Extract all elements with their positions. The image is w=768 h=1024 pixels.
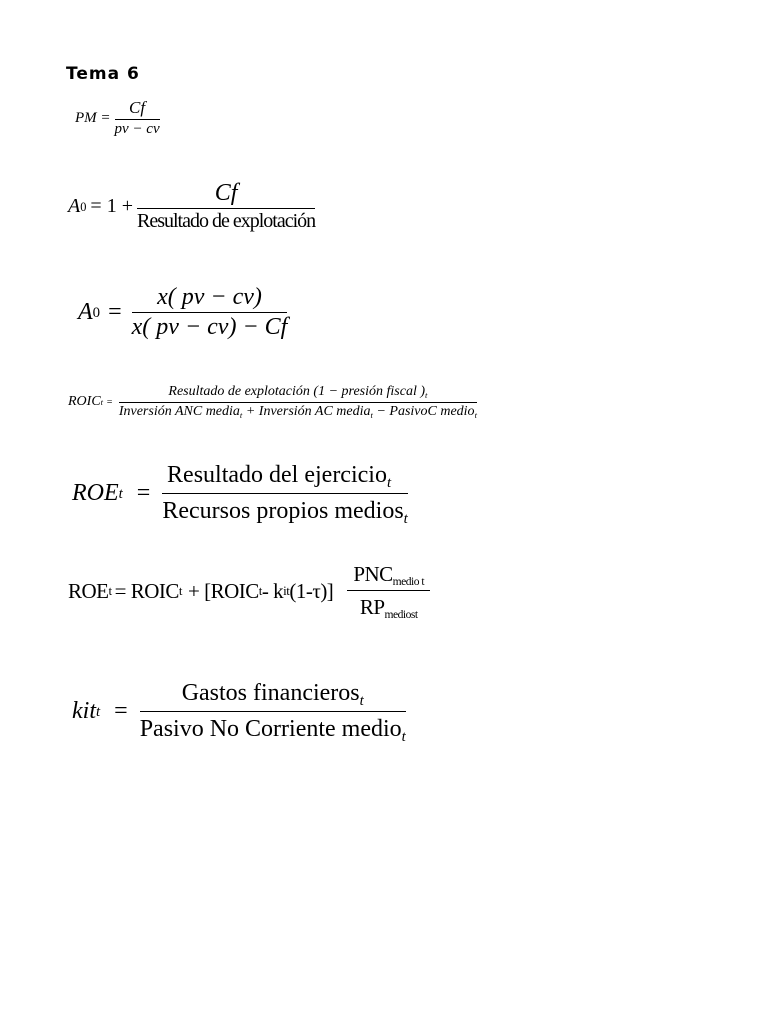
formula-kit-numerator-sub: t	[359, 693, 364, 710]
formula-kit-numerator	[140, 680, 406, 712]
formula-a0-detailed-denominator: x( pv − cv) − Cf	[131, 314, 288, 340]
formula-roe-leverage-mid: = ROIC	[114, 578, 179, 603]
formula-pm-lhs: PM =	[75, 109, 111, 126]
formula-roic-eq: =	[106, 396, 113, 408]
formula-kit-fraction	[139, 680, 406, 746]
formula-pm-numerator: Cf	[115, 98, 160, 120]
formula-a0-detailed-eq: =	[108, 299, 122, 325]
formula-roic-denominator-a: Inversión ANC media	[118, 404, 240, 419]
formula-roic-fraction	[119, 384, 477, 420]
formula-kit-denominator-text: Pasivo No Corriente medio	[139, 716, 402, 742]
formula-kit-denominator-sub: t	[401, 729, 406, 746]
formula-a0-detailed: A 0 = $\frac{x( pv - cv)}{x( pv - cv) - Cf}$	[78, 284, 288, 340]
formula-roic-numerator-a: Resultado de explotación	[168, 384, 310, 399]
formula-roic-lhs: ROIC	[68, 394, 101, 409]
formula-a0-basic: A 0 = 1 + $\frac{Cf}{\text{Resultado de explotación}}$	[68, 180, 316, 232]
formula-pm-fraction	[115, 98, 160, 138]
formula-roic-numerator	[119, 384, 477, 403]
formula-roe-leverage-numerator-sub: medio t	[392, 576, 425, 589]
formula-pm-denominator: pv − cv	[114, 121, 160, 137]
formula-roe-leverage-tail: (1-τ)]	[289, 578, 334, 603]
formula-kit-numerator-text: Gastos financieros	[181, 680, 360, 706]
formula-roe-denominator-sub: t	[403, 511, 408, 528]
formula-roe-leverage-denominator-sub: mediost	[384, 609, 418, 622]
formula-a0-basic-fraction	[137, 180, 315, 233]
formula-kit-lhs: kit	[72, 698, 96, 724]
formula-roe-leverage-fraction	[347, 562, 430, 620]
formula-roic-numerator-b: (1 − presión fiscal )	[313, 384, 426, 399]
formula-roe-leverage-lhs: ROE	[68, 578, 109, 603]
formula-roe-leverage-k: - k	[261, 578, 284, 603]
formula-a0-basic-numerator: Cf	[137, 180, 315, 209]
formula-roic-denominator-sub3: t	[474, 410, 477, 421]
formula-a0-detailed-lhs: A	[78, 299, 93, 325]
formula-roe-lhs: ROE	[72, 480, 119, 506]
formula-roe-numerator	[162, 462, 407, 494]
formula-a0-detailed-fraction	[132, 284, 288, 341]
formula-roe-eq: =	[136, 480, 151, 506]
formula-kit-eq: =	[114, 698, 128, 724]
formula-roe: ROE t = $\frac{Resultado del ejercicio_t}{Recursos propios medios_t}$	[72, 462, 408, 528]
formula-roic-denominator-sub2: t	[370, 410, 373, 421]
formula-roic-denominator-b: + Inversión AC media	[245, 404, 371, 419]
formula-roic-numerator-sub: t	[425, 390, 428, 401]
formula-roe-denominator-text: Recursos propios medios	[162, 498, 404, 524]
formula-a0-basic-rest: = 1 +	[90, 195, 133, 217]
formula-kit: kit t = $\frac{Gastos financieros_t}{Pasivo No Corriente medio_t}$	[72, 680, 406, 746]
formula-a0-basic-lhs: A	[68, 195, 81, 217]
formula-roe-denominator	[162, 494, 408, 528]
formula-roic-denominator-c: − PasivoC medio	[376, 404, 475, 419]
formula-roe-leverage: ROE t = ROIC t + [ROIC t - k it (1-τ)] $\frac{PNC_{medio t}}{RP_{mediost}}$	[68, 562, 430, 620]
formula-a0-detailed-numerator: x( pv − cv)	[132, 284, 288, 313]
formula-roe-fraction	[162, 462, 408, 528]
formula-roe-numerator-text: Resultado del ejercicio	[167, 462, 387, 488]
formula-a0-basic-denominator: Resultado de explotación	[136, 210, 316, 232]
formula-roe-numerator-sub: t	[386, 475, 392, 492]
page-title: Tema 6	[66, 64, 140, 84]
formula-kit-denominator	[139, 712, 406, 746]
formula-pm	[75, 98, 160, 138]
formula-roe-leverage-denominator-text: RP	[359, 595, 385, 619]
formula-roe-leverage-numerator	[347, 562, 430, 591]
formula-roic-denominator	[119, 403, 477, 420]
formula-roe-leverage-bracket: + [ROIC	[188, 578, 259, 603]
formula-roic: ROIC t = Resultado de explotación (1 − presión fiscal )$_t$ Inversión ANC media$_t$ + Inversión AC media$_t$ − PasivoC medio$_t$	[68, 384, 477, 421]
formula-roic-denominator-sub1: t	[239, 410, 243, 421]
formula-roe-leverage-denominator	[360, 591, 418, 620]
formula-roe-leverage-numerator-text: PNC	[353, 562, 393, 586]
